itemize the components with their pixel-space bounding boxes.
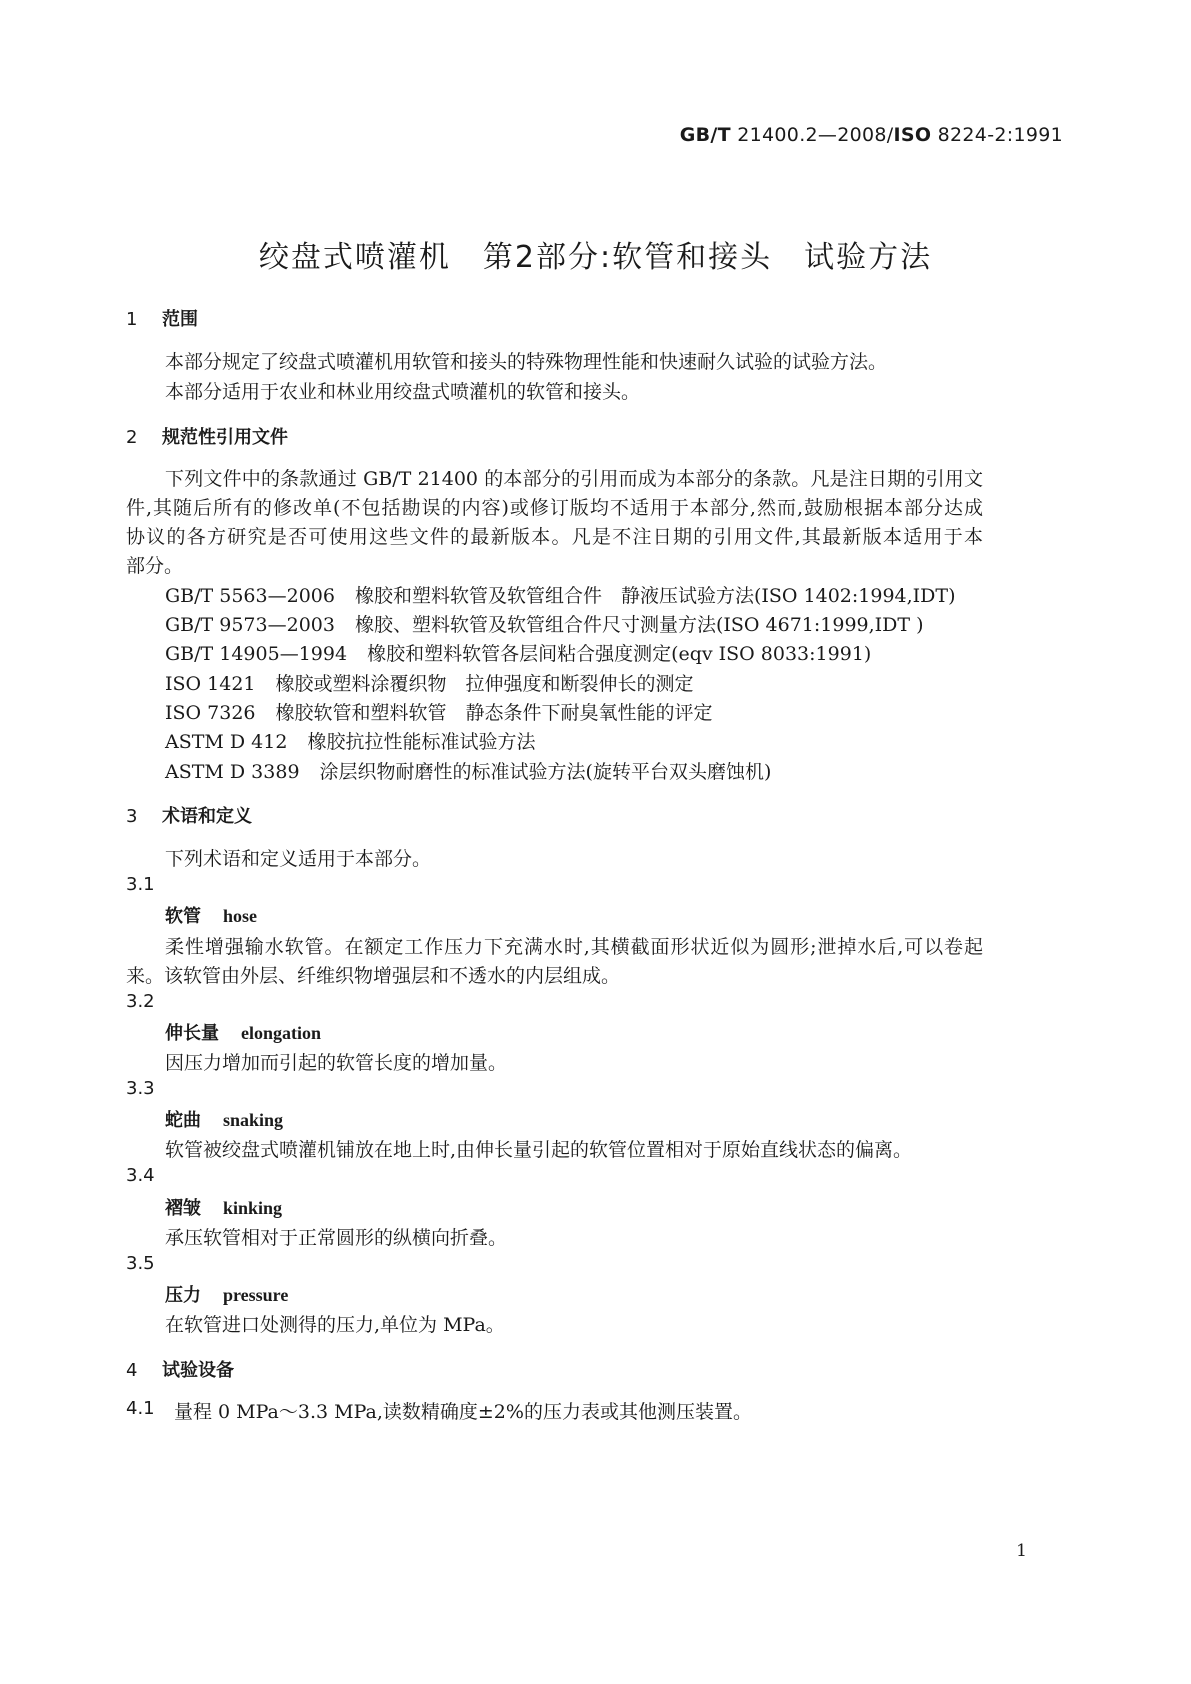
term-definition-line: 软管被绞盘式喷灌机铺放在地上时,由伸长量引起的软管位置相对于原始直线状态的偏离。 (165, 1139, 913, 1161)
subsection-number: 4.1 (126, 1398, 155, 1419)
term-number: 3.3 (126, 1078, 155, 1099)
standard-code: GB/T 21400.2—2008/ISO 8224-2:1991 (679, 124, 1063, 146)
section-2-para-line: 件,其随后所有的修改单(不包括勘误的内容)或修订版均不适用于本部分,然而,鼓励根据本部分达成 (126, 497, 983, 519)
term-definition-line: 柔性增强输水软管。在额定工作压力下充满水时,其横截面形状近似为圆形;泄掉水后,可以卷起 (165, 936, 983, 958)
section-1-heading: 1 范围 (126, 309, 198, 330)
section-2-heading: 2 规范性引用文件 (126, 427, 288, 448)
section-1-para-2: 本部分适用于农业和林业用绞盘式喷灌机的软管和接头。 (165, 381, 641, 403)
term-number: 3.2 (126, 991, 155, 1012)
section-4-heading: 4 试验设备 (126, 1360, 234, 1381)
section-2-para-line: 下列文件中的条款通过 GB/T 21400 的本部分的引用而成为本部分的条款。凡是注日期的引用文 (165, 468, 983, 490)
term-definition-line: 承压软管相对于正常圆形的纵横向折叠。 (165, 1227, 508, 1249)
term-number: 3.4 (126, 1165, 155, 1186)
term-number: 3.5 (126, 1253, 155, 1274)
term-title: 蛇曲 snaking (165, 1110, 284, 1131)
term-title: 伸长量 elongation (165, 1023, 322, 1044)
term-number: 3.1 (126, 874, 155, 895)
reference-item: ASTM D 412 橡胶抗拉性能标准试验方法 (165, 731, 536, 753)
subsection-text: 量程 0 MPa～3.3 MPa,读数精确度±2%的压力表或其他测压装置。 (174, 1401, 752, 1423)
document-title: 绞盘式喷灌机 第2部分:软管和接头 试验方法 (258, 240, 933, 275)
term-title: 软管 hose (165, 906, 258, 927)
section-3-heading: 3 术语和定义 (126, 806, 252, 827)
reference-item: GB/T 5563—2006 橡胶和塑料软管及软管组合件 静液压试验方法(ISO 1402:1994,IDT) (165, 585, 956, 607)
term-definition-line: 因压力增加而引起的软管长度的增加量。 (165, 1052, 508, 1074)
reference-item: ISO 7326 橡胶软管和塑料软管 静态条件下耐臭氧性能的评定 (165, 702, 713, 724)
page-number: 1 (1016, 1541, 1027, 1561)
section-2-para-line: 协议的各方研究是否可使用这些文件的最新版本。凡是不注日期的引用文件,其最新版本适用于本 (126, 526, 983, 548)
reference-item: ISO 1421 橡胶或塑料涂覆织物 拉伸强度和断裂伸长的测定 (165, 673, 694, 695)
term-title: 褶皱 kinking (165, 1198, 283, 1219)
term-definition-line: 在软管进口处测得的压力,单位为 MPa。 (165, 1314, 505, 1336)
reference-item: GB/T 14905—1994 橡胶和塑料软管各层间粘合强度测定(eqv ISO 8033:1991) (165, 643, 872, 665)
reference-item: GB/T 9573—2003 橡胶、塑料软管及软管组合件尺寸测量方法(ISO 4671:1999,IDT ) (165, 614, 924, 636)
term-definition-line: 来。该软管由外层、纤维织物增强层和不透水的内层组成。 (126, 965, 621, 987)
reference-item: ASTM D 3389 涂层织物耐磨性的标准试验方法(旋转平台双头磨蚀机) (165, 761, 772, 783)
section-1-para-1: 本部分规定了绞盘式喷灌机用软管和接头的特殊物理性能和快速耐久试验的试验方法。 (165, 351, 888, 373)
section-3-intro: 下列术语和定义适用于本部分。 (165, 848, 432, 870)
section-2-para-line: 部分。 (126, 555, 184, 577)
term-title: 压力 pressure (165, 1285, 289, 1306)
